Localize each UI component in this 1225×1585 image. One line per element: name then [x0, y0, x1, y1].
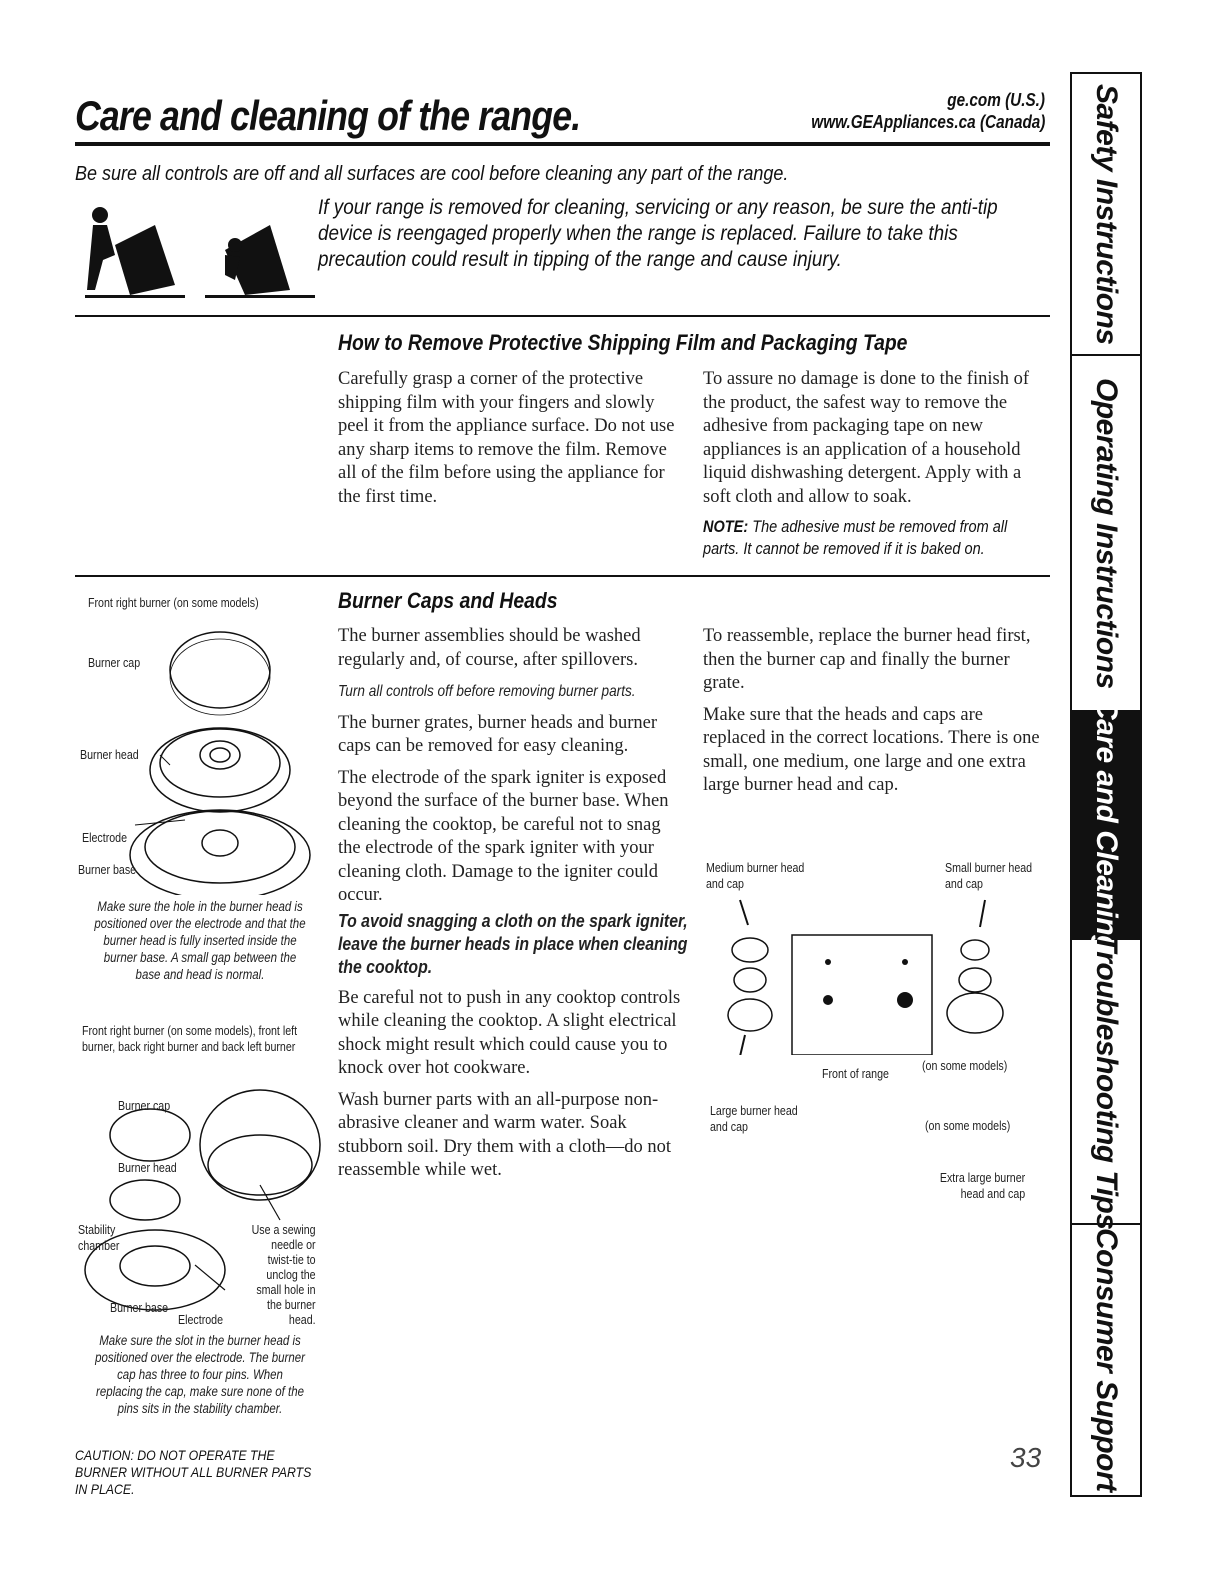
film-note [703, 516, 1046, 560]
header-rule [75, 142, 1050, 146]
fig2-stability-label: Stability chamber [78, 1222, 120, 1253]
xl-burner-label: Extra large burner head and cap [939, 1170, 1026, 1201]
fig1-title: Front right burner (on some models) [88, 595, 259, 610]
tab-consumer-label: Consumer Support [1090, 1228, 1123, 1492]
burner-text [338, 625, 688, 1191]
burner-p5: Wash burner parts with an all-purpose non-abrasive cleaner and warm water. Soak stubborn soil. Dry them with a cloth—do not reassemble while wet. [338, 1089, 671, 1180]
caution-text: CAUTION: DO NOT OPERATE THE BURNER WITHOUT ALL BURNER PARTS IN PLACE. [75, 1447, 312, 1497]
tab-safety-label: Safety Instructions [1090, 83, 1123, 345]
large-burner-label: Large burner head and cap [710, 1103, 798, 1134]
reassemble-p2: Make sure that the heads and caps are replaced in the correct locations. There is one small, one medium, one large and one extra large burner head and cap. [703, 704, 1040, 795]
site-us: ge.com (U.S.) [947, 90, 1045, 110]
site-ca: www.GEAppliances.ca (Canada) [810, 112, 1045, 132]
tab-consumer-support[interactable] [1072, 1225, 1140, 1495]
fig1-base-label: Burner base [78, 862, 137, 877]
small-burner-label: Small burner head and cap [945, 860, 1033, 891]
tab-troubleshooting-tips[interactable] [1072, 933, 1140, 1230]
fig1-caption: Make sure the hole in the burner head is positioned over the electrode and that the burner head is fully inserted inside the burner base. A small gap between the base and head is normal. [94, 899, 306, 982]
burner-p1-note [338, 680, 683, 704]
fig2-needle-label: Use a sewing needle or twist-tie to unclog the small hole in the burner head. [251, 1222, 316, 1327]
burner-p1: The burner assemblies should be washed regularly and, of course, after spillovers. [338, 626, 641, 670]
fig2-base-label: Burner base [110, 1300, 169, 1315]
film-heading: How to Remove Protective Shipping Film and Packaging Tape [338, 330, 908, 355]
burner-p3-bold [338, 910, 688, 979]
tab-operating-label: Operating Instructions [1090, 377, 1123, 689]
tab-troubleshooting-label: Troubleshooting Tips [1090, 933, 1123, 1230]
film-col2: To assure no damage is done to the finish of the product, the safest way to remove the adhesive from packaging tape on new appliances is an application of a household liquid dishwashing detergent. Apply with a soft cloth and allow to soak. [703, 369, 1029, 507]
page-title: Care and cleaning of the range. [75, 92, 581, 139]
reassemble-text [703, 625, 1048, 806]
burner-p3: The electrode of the spark igniter is exposed beyond the surface of the burner base. When cleaning the cooktop, be careful not to snag the electrode of the spark igniter with your cleaning cloth. Damage to the igniter could occur. [338, 767, 669, 905]
note-text: The adhesive must be removed from all parts. It cannot be removed if it is baked on. [703, 518, 1008, 558]
fig2-title: Front right burner (on some models), front left burner, back right burner and back left burner [82, 1023, 298, 1054]
fig1-head-label: Burner head [80, 747, 139, 762]
section-rule-1 [75, 315, 1050, 317]
tab-operating-instructions[interactable] [1072, 356, 1140, 712]
fig2-cap-label: Burner cap [118, 1098, 171, 1113]
tab-care-and-cleaning[interactable] [1072, 697, 1140, 953]
tab-care-label: Care and Cleaning [1090, 697, 1123, 953]
some-models-label-1: (on some models) [922, 1058, 1008, 1073]
anti-tip-illustration [85, 195, 315, 305]
fig1-cap-label: Burner cap [88, 655, 141, 670]
some-models-label-2: (on some models) [925, 1118, 1011, 1133]
fig2-caption: Make sure the slot in the burner head is positioned over the electrode. The burner cap has three to four pins. When replacing the cap, make sure none of the pins sits in the stability chamber. [95, 1333, 305, 1416]
note-label: NOTE: [703, 518, 749, 536]
burner-p4: Be careful not to push in any cooktop controls while cleaning the cooktop. A slight electrical shock might result which could cause you to knock over hot cookware. [338, 987, 681, 1078]
section-rule-2 [75, 575, 1050, 577]
film-col1: Carefully grasp a corner of the protective shipping film with your fingers and slowly peel it from the appliance surface. Do not use any sharp items to remove the film. Remove all of the film before using the appliance for the first time. [338, 369, 675, 507]
warning-line: Be sure all controls are off and all surfaces are cool before cleaning any part of the range. [75, 163, 789, 185]
burner-heading: Burner Caps and Heads [338, 588, 558, 613]
burner-p3-bold-text: To avoid snagging a cloth on the spark igniter, leave the burner heads in place when cleaning the cooktop. [338, 910, 688, 977]
reassemble-p1: To reassemble, replace the burner head first, then the burner cap and finally the burner grate. [703, 626, 1031, 693]
fig1-electrode-label: Electrode [82, 830, 128, 845]
fig2-head-label: Burner head [118, 1160, 177, 1175]
tab-safety-instructions[interactable] [1072, 74, 1140, 356]
front-of-range-label: Front of range [822, 1066, 889, 1081]
burner-p2: The burner grates, burner heads and burner caps can be removed for easy cleaning. [338, 712, 657, 756]
medium-burner-label: Medium burner head and cap [706, 860, 805, 891]
page-number: 33 [1010, 1442, 1042, 1473]
fig2-electrode-label: Electrode [178, 1312, 224, 1327]
anti-tip-warning: If your range is removed for cleaning, servicing or any reason, be sure the anti-tip device is reengaged properly when the range is replaced. Failure to take this precaution could result in tipping of the range and cause injury. [318, 196, 998, 271]
burner-p1-note-text: Turn all controls off before removing burner parts. [338, 683, 636, 700]
section-tabs [1070, 72, 1142, 1497]
